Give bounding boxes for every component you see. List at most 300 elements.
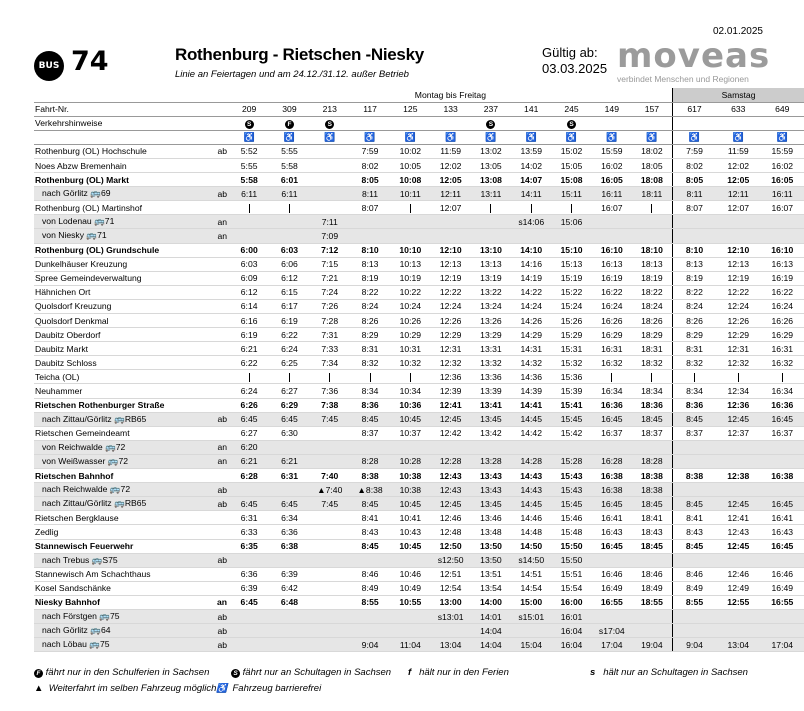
stop-row (34, 511, 804, 525)
stop-ab-an: ab (202, 412, 229, 426)
departure-time: 9:04 (350, 638, 390, 652)
wheelchair-icon: ♿ (606, 131, 618, 142)
departure-time (310, 144, 350, 158)
departure-time: 18:32 (632, 356, 672, 370)
legend-ferien (34, 667, 209, 678)
stop-ab-an: ab (202, 483, 229, 497)
departure-time (310, 440, 350, 454)
departure-time: 6:24 (229, 384, 269, 398)
stop-ab-an (202, 243, 229, 257)
notes-cell (716, 116, 760, 130)
departure-time (269, 440, 309, 454)
departure-time (760, 609, 804, 623)
accessibility-cell (471, 130, 511, 144)
wheelchair-icon: ♿ (216, 683, 228, 693)
departure-time (632, 553, 672, 567)
line-number: 74 (71, 46, 109, 77)
departure-time: 7:11 (310, 215, 350, 229)
stop-name: von Reichwalde 🚌72 (34, 440, 202, 454)
departure-time (350, 553, 390, 567)
timetable (34, 88, 804, 652)
departure-time: 18:29 (632, 328, 672, 342)
departure-time: 18:49 (632, 581, 672, 595)
legend-schultage-text: fährt nur an Schultagen in Sachsen (242, 667, 392, 678)
departure-time: 14:07 (511, 173, 551, 187)
departure-time: 16:26 (760, 314, 804, 328)
departure-time: 6:45 (269, 412, 309, 426)
accessibility-cell (390, 130, 430, 144)
stop-row (34, 257, 804, 271)
departure-time: 6:16 (229, 314, 269, 328)
departure-time: 16:45 (592, 539, 632, 553)
stop-name: Dunkelhäuser Kreuzung (34, 257, 202, 271)
departure-time: 6:27 (229, 426, 269, 440)
departure-time: 7:38 (310, 398, 350, 412)
stop-name: Daubitz Oberdorf (34, 328, 202, 342)
stop-ab-an: an (202, 229, 229, 243)
departure-time: 16:34 (760, 384, 804, 398)
stop-ab-an: an (202, 454, 229, 468)
departure-time: 15:22 (551, 285, 591, 299)
stop-ab-an: ab (202, 144, 229, 158)
triangle-icon: ▲ (34, 683, 44, 694)
departure-time (632, 201, 672, 215)
departure-time: 12:07 (430, 201, 470, 215)
departure-time: 15:43 (551, 469, 591, 483)
departure-time: 16:11 (592, 187, 632, 201)
departure-time: 16:37 (760, 426, 804, 440)
departure-time: 6:12 (229, 285, 269, 299)
departure-time: 8:45 (672, 412, 716, 426)
departure-time: 14:11 (511, 187, 551, 201)
stop-name: Teicha (OL) (34, 370, 202, 384)
departure-time: 6:38 (269, 539, 309, 553)
stop-ab-an: ab (202, 609, 229, 623)
departure-time: 10:29 (390, 328, 430, 342)
logo-text: moveas (617, 36, 771, 76)
wheelchair-icon: ♿ (243, 131, 255, 142)
stop-row (34, 525, 804, 539)
trip-number: 133 (430, 102, 470, 116)
departure-time (390, 609, 430, 623)
departure-time: 10:13 (390, 257, 430, 271)
stop-ab-an (202, 356, 229, 370)
departure-time: 12:29 (716, 328, 760, 342)
departure-time: 16:45 (760, 412, 804, 426)
stop-name: nach Zittau/Görlitz 🚌RB65 (34, 497, 202, 511)
stop-row (34, 201, 804, 215)
stop-row (34, 370, 804, 384)
departure-time: 5:52 (229, 144, 269, 158)
departure-time: 7:40 (310, 469, 350, 483)
departure-time: 8:37 (350, 426, 390, 440)
trip-number: 149 (592, 102, 632, 116)
departure-time: 16:46 (592, 567, 632, 581)
departure-time: 7:59 (672, 144, 716, 158)
stop-row (34, 243, 804, 257)
departure-time: 12:02 (716, 158, 760, 172)
departure-time: 8:32 (350, 356, 390, 370)
departure-time: 8:45 (350, 412, 390, 426)
departure-time (229, 624, 269, 638)
departure-time (592, 553, 632, 567)
stop-ab-an (202, 158, 229, 172)
logo-subtext: verbindet Menschen und Regionen (617, 74, 749, 84)
departure-time: 12:41 (716, 511, 760, 525)
stop-ab-an (202, 299, 229, 313)
departure-time: 16:36 (592, 398, 632, 412)
departure-time: 8:41 (350, 511, 390, 525)
departure-time: 15:50 (551, 539, 591, 553)
departure-time: 10:45 (390, 539, 430, 553)
departure-time (471, 201, 511, 215)
departure-time: 13:50 (471, 539, 511, 553)
departure-time: 6:27 (269, 384, 309, 398)
wheelchair-icon: ♿ (688, 131, 701, 142)
departure-time: 16:22 (760, 285, 804, 299)
departure-time: 6:19 (269, 314, 309, 328)
departure-time: 14:42 (511, 426, 551, 440)
departure-time: 16:45 (592, 497, 632, 511)
trip-label: Fahrt-Nr. (34, 102, 229, 116)
departure-time (269, 638, 309, 652)
departure-time (511, 624, 551, 638)
departure-time: 15:50 (551, 553, 591, 567)
departure-time: 7:26 (310, 299, 350, 313)
departure-time: 12:43 (430, 483, 470, 497)
departure-time: 7:31 (310, 328, 350, 342)
departure-time: 8:05 (672, 173, 716, 187)
departure-time: 16:38 (592, 483, 632, 497)
weekday-label: Montag bis Freitag (229, 88, 672, 102)
departure-time (760, 553, 804, 567)
departure-time: 12:02 (430, 158, 470, 172)
departure-time: 6:09 (229, 271, 269, 285)
departure-time: 13:32 (471, 356, 511, 370)
stop-row (34, 299, 804, 313)
departure-time: 15:04 (511, 638, 551, 652)
departure-time: 13:42 (471, 426, 511, 440)
departure-time: 14:04 (471, 624, 511, 638)
pass-through-marker (738, 373, 739, 382)
departure-time: 8:24 (350, 299, 390, 313)
departure-time: 8:32 (672, 356, 716, 370)
departure-time: 8:29 (672, 328, 716, 342)
departure-time: 16:07 (592, 201, 632, 215)
departure-time: 12:24 (430, 299, 470, 313)
stop-name: Rietschen Rothenburger Straße (34, 398, 202, 412)
departure-time: 10:10 (390, 243, 430, 257)
departure-time (672, 440, 716, 454)
departure-time (310, 187, 350, 201)
departure-time: 14:43 (511, 469, 551, 483)
departure-time: 17:04 (760, 638, 804, 652)
departure-time: 8:13 (672, 257, 716, 271)
departure-time: 14:39 (511, 384, 551, 398)
departure-time: 15:02 (551, 144, 591, 158)
departure-time: 8:31 (350, 342, 390, 356)
departure-time: 12:45 (716, 539, 760, 553)
departure-time: 5:58 (269, 158, 309, 172)
departure-time: 12:51 (430, 567, 470, 581)
departure-time (269, 483, 309, 497)
departure-time: 16:11 (760, 187, 804, 201)
stop-ab-an (202, 525, 229, 539)
pass-through-marker (289, 204, 290, 213)
moveas-logo (617, 36, 771, 86)
departure-time: 18:55 (632, 595, 672, 609)
departure-time: 10:41 (390, 511, 430, 525)
departure-time: 6:06 (269, 257, 309, 271)
departure-time: 16:07 (760, 201, 804, 215)
stop-name: nach Zittau/Görlitz 🚌RB65 (34, 412, 202, 426)
departure-time: 11:59 (430, 144, 470, 158)
departure-time: 6:31 (269, 469, 309, 483)
stop-name: Rothenburg (OL) Grundschule (34, 243, 202, 257)
departure-time: 16:49 (592, 581, 632, 595)
departure-time: 6:00 (229, 243, 269, 257)
departure-time: 13:59 (511, 144, 551, 158)
departure-time: 7:34 (310, 356, 350, 370)
departure-time: 11:59 (716, 144, 760, 158)
departure-time (229, 483, 269, 497)
trip-number: 237 (471, 102, 511, 116)
departure-time: s17:04 (592, 624, 632, 638)
stop-ab-an: ab (202, 497, 229, 511)
departure-time: 12:11 (716, 187, 760, 201)
accessibility-cell (760, 130, 804, 144)
departure-time: 10:34 (390, 384, 430, 398)
stop-ab-an (202, 370, 229, 384)
wheelchair-icon: ♿ (283, 131, 296, 142)
accessibility-cell (269, 130, 309, 144)
departure-time (310, 539, 350, 553)
departure-time (350, 440, 390, 454)
departure-time: 12:45 (716, 497, 760, 511)
departure-time: 8:37 (672, 426, 716, 440)
stop-name: Zedlig (34, 525, 202, 539)
stop-row (34, 567, 804, 581)
accessibility-cell (592, 130, 632, 144)
departure-time (471, 215, 511, 229)
departure-time: 6:22 (229, 356, 269, 370)
departure-time: 12:22 (430, 285, 470, 299)
departure-time: 13:08 (471, 173, 511, 187)
departure-time: 13:00 (430, 595, 470, 609)
departure-time: 16:02 (592, 158, 632, 172)
departure-time: 8:41 (672, 511, 716, 525)
departure-time (760, 454, 804, 468)
stop-ab-an (202, 581, 229, 595)
departure-time (471, 440, 511, 454)
departure-time: 12:38 (716, 469, 760, 483)
departure-time: 6:45 (229, 595, 269, 609)
connection-row (34, 454, 804, 468)
accessibility-cell (350, 130, 390, 144)
departure-time: 10:24 (390, 299, 430, 313)
trip-number: 649 (760, 102, 804, 116)
departure-time (310, 624, 350, 638)
departure-time: 7:15 (310, 257, 350, 271)
departure-time: 16:41 (592, 511, 632, 525)
departure-time (430, 440, 470, 454)
departure-time (430, 624, 470, 638)
trip-number: 209 (229, 102, 269, 116)
departure-time (269, 624, 309, 638)
departure-time: 6:48 (269, 595, 309, 609)
departure-time: 6:21 (229, 342, 269, 356)
departure-time: 6:33 (229, 525, 269, 539)
departure-time (760, 370, 804, 384)
departure-time: 8:38 (672, 469, 716, 483)
departure-time (310, 638, 350, 652)
stop-name: nach Görlitz 🚌69 (34, 187, 202, 201)
departure-time (672, 454, 716, 468)
departure-time: s12:50 (430, 553, 470, 567)
stop-ab-an (202, 342, 229, 356)
departure-time: 8:10 (350, 243, 390, 257)
stop-row (34, 469, 804, 483)
pass-through-marker (651, 373, 652, 382)
departure-time: 12:46 (716, 567, 760, 581)
stop-name: Noes Abzw Bremenhain (34, 158, 202, 172)
departure-time: s13:01 (430, 609, 470, 623)
departure-time: 6:11 (269, 187, 309, 201)
s-marker: s (590, 667, 596, 678)
departure-time: 12:45 (430, 412, 470, 426)
stop-name: von Lodenau 🚌71 (34, 215, 202, 229)
departure-time: 5:55 (269, 144, 309, 158)
stop-ab-an (202, 271, 229, 285)
pass-through-marker (289, 373, 290, 382)
departure-time: 6:19 (229, 328, 269, 342)
departure-time (632, 440, 672, 454)
departure-time: 10:31 (390, 342, 430, 356)
departure-time: 8:02 (672, 158, 716, 172)
departure-time (632, 370, 672, 384)
departure-time: 13:19 (471, 271, 511, 285)
departure-time: 8:07 (672, 201, 716, 215)
departure-time: 14:41 (511, 398, 551, 412)
connection-row (34, 483, 804, 497)
departure-time: 13:26 (471, 314, 511, 328)
departure-time: 16:04 (551, 638, 591, 652)
departure-time: 10:43 (390, 525, 430, 539)
departure-time: 14:45 (511, 412, 551, 426)
stop-name: Daubitz Markt (34, 342, 202, 356)
connection-row (34, 440, 804, 454)
departure-time: 6:29 (269, 398, 309, 412)
departure-time: 6:36 (229, 567, 269, 581)
departure-time: 12:32 (716, 356, 760, 370)
departure-time (269, 201, 309, 215)
departure-time: 12:19 (430, 271, 470, 285)
departure-time (716, 624, 760, 638)
trip-number: 125 (390, 102, 430, 116)
departure-time: 12:42 (430, 426, 470, 440)
ferien-icon: F (34, 669, 43, 678)
valid-label: Gültig ab: (542, 45, 598, 60)
departure-time: 16:45 (760, 497, 804, 511)
departure-time: 14:46 (511, 511, 551, 525)
departure-time (716, 229, 760, 243)
departure-time (390, 553, 430, 567)
stop-row (34, 173, 804, 187)
departure-time: 14:10 (511, 243, 551, 257)
departure-time: 10:38 (390, 483, 430, 497)
departure-time: 15:46 (551, 511, 591, 525)
stop-ab-an: an (202, 215, 229, 229)
departure-time: 12:43 (430, 469, 470, 483)
departure-time: 10:05 (390, 158, 430, 172)
departure-time: 8:02 (350, 158, 390, 172)
departure-time: 12:26 (716, 314, 760, 328)
departure-time (551, 201, 591, 215)
departure-time (350, 215, 390, 229)
departure-time: 14:51 (511, 567, 551, 581)
departure-time (672, 215, 716, 229)
departure-time: 6:30 (269, 426, 309, 440)
departure-time: 8:31 (672, 342, 716, 356)
departure-time (592, 370, 632, 384)
legend-halt-schultage-text: hält nur an Schultagen in Sachsen (603, 667, 748, 678)
pass-through-marker (782, 373, 783, 382)
departure-time (269, 370, 309, 384)
departure-time: 12:24 (716, 299, 760, 313)
departure-time: 16:38 (760, 469, 804, 483)
departure-time: s14:06 (511, 215, 551, 229)
f-marker: f (408, 667, 412, 678)
departure-time: 6:21 (269, 454, 309, 468)
stop-row (34, 342, 804, 356)
departure-time: 7:09 (310, 229, 350, 243)
stop-ab-an: ab (202, 187, 229, 201)
departure-time: 13:22 (471, 285, 511, 299)
departure-time: 14:01 (471, 609, 511, 623)
departure-time (310, 567, 350, 581)
departure-time: 15:43 (551, 483, 591, 497)
departure-time (269, 229, 309, 243)
departure-time: 7:21 (310, 271, 350, 285)
stop-name: nach Löbau 🚌75 (34, 638, 202, 652)
departure-time: 15:45 (551, 497, 591, 511)
departure-time (229, 201, 269, 215)
departure-time: 15:54 (551, 581, 591, 595)
legend-schultage (231, 667, 391, 678)
departure-time: 6:25 (269, 356, 309, 370)
departure-time: 8:55 (672, 595, 716, 609)
departure-time: 18:22 (632, 285, 672, 299)
departure-time: 13:51 (471, 567, 511, 581)
departure-time: 15:05 (551, 158, 591, 172)
departure-time (229, 215, 269, 229)
departure-time: 8:45 (672, 539, 716, 553)
legend-ferien-text: fährt nur in den Schulferien in Sachsen (45, 667, 210, 678)
departure-time (632, 609, 672, 623)
departure-time (760, 483, 804, 497)
departure-time: 10:45 (390, 497, 430, 511)
departure-time: 12:13 (430, 257, 470, 271)
departure-time: 14:19 (511, 271, 551, 285)
departure-time (592, 609, 632, 623)
departure-time (269, 609, 309, 623)
trip-number: 157 (632, 102, 672, 116)
legend-barrierefrei-text: Fahrzeug barrierefrei (232, 683, 322, 694)
departure-time: 14:31 (511, 342, 551, 356)
trip-number: 617 (672, 102, 716, 116)
stop-name: Quolsdorf Kreuzung (34, 299, 202, 313)
departure-time: 18:38 (632, 469, 672, 483)
